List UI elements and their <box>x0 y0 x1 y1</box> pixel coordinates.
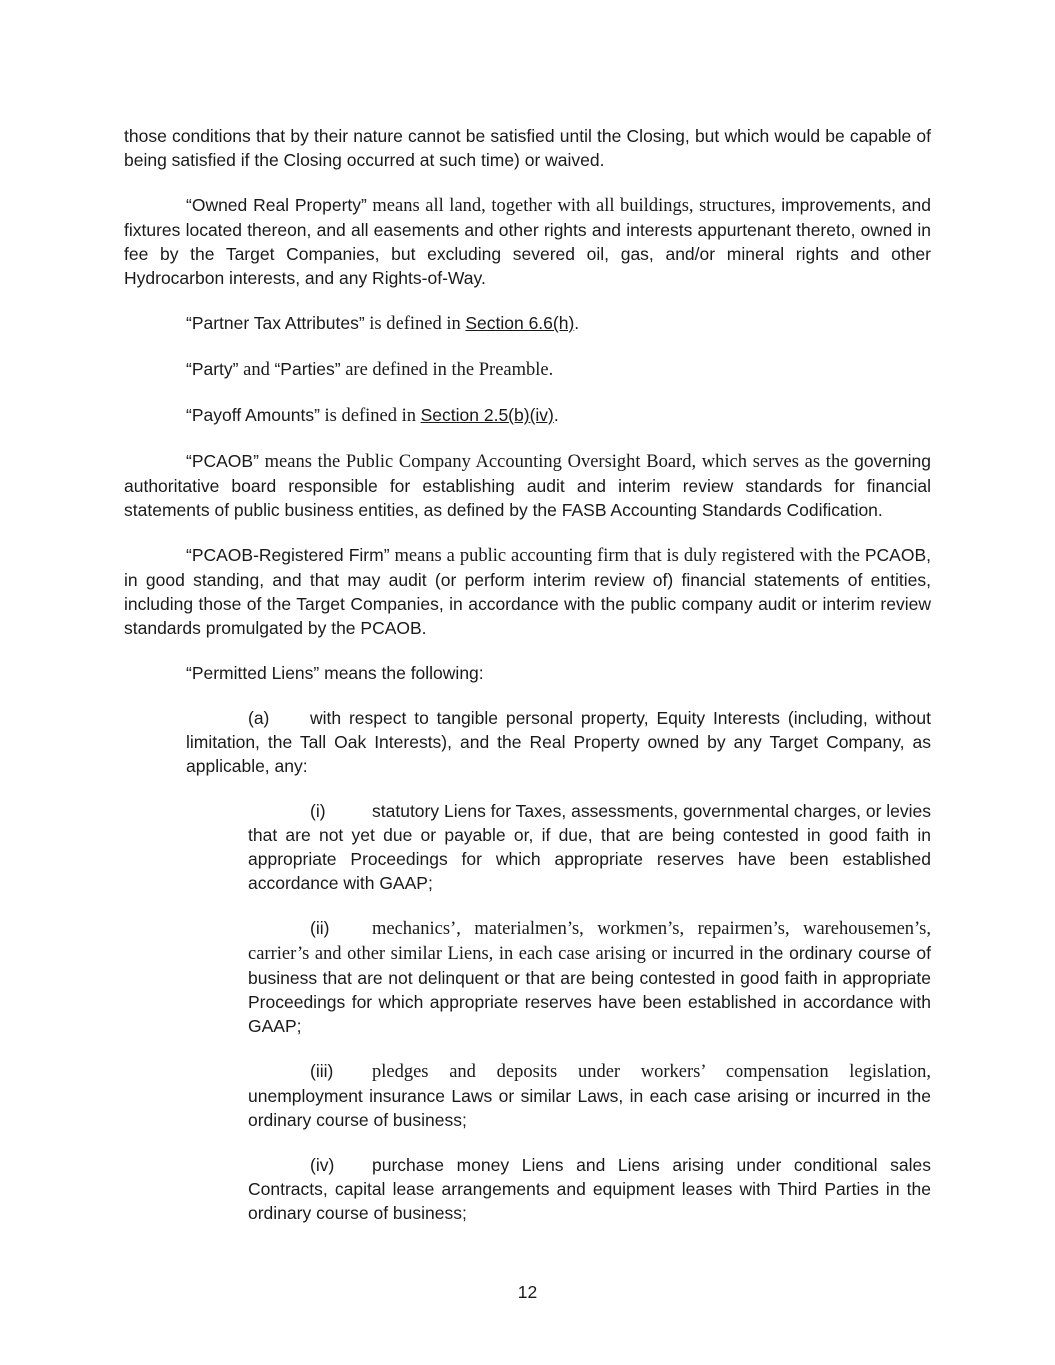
clause-label: (i) <box>310 801 326 821</box>
clause-label: (ii) <box>310 918 330 938</box>
section-reference-link[interactable]: Section 6.6(h) <box>465 313 575 333</box>
clause-ii: (ii) mechanics’, materialmen’s, workmen’s, repairmen’s, warehousemen’s, carrier’s and other similar Liens, in each case arising or incurred in the ordinary course of business that are not delinquent or that are being contested in good faith in appropriate Proceedings for which appropriate reserves have been established in accordance with GAAP; <box>248 918 931 1036</box>
definition-payoff-amounts: “Payoff Amounts” is defined in Section 2.5(b)(iv). <box>186 405 559 426</box>
clause-label: (a) <box>248 708 270 728</box>
clause-i: (i) statutory Liens for Taxes, assessments, governmental charges, or levies that are not yet due or payable or, if due, that are being contested in good faith in appropriate Proceedings for which appropriate reserves have been established accordance with GAAP; <box>248 801 931 893</box>
defined-term: “Payoff Amounts” <box>186 405 320 425</box>
definition-pcaob-registered-firm: “PCAOB-Registered Firm” means a public accounting firm that is duly registered with the PCAOB, in good standing, and that may audit (or perform interim review of) financial statements of entities, including those of the Target Companies, in accordance with the public company audit or interim review standards promulgated by the PCAOB. <box>124 545 932 638</box>
defined-term: “Owned Real Property” <box>186 195 367 215</box>
section-reference-link[interactable]: Section 2.5(b)(iv) <box>420 405 554 425</box>
defined-term: “PCAOB” <box>186 451 259 471</box>
clause-label: (iii) <box>310 1061 334 1081</box>
definition-owned-real-property: “Owned Real Property” means all land, together with all buildings, structures, improvements, and fixtures located thereon, and all easements and other rights and interests appurtenant thereto, owned in fee by the Target Companies, but excluding severed oil, gas, and/or mineral rights and other Hydrocarbon interests, and any Rights-of-Way. <box>124 195 931 288</box>
defined-term: “PCAOB-Registered Firm” <box>186 545 390 565</box>
defined-term: “Partner Tax Attributes” <box>186 313 365 333</box>
defined-term: “Permitted Liens” <box>186 663 320 683</box>
clause-iii: (iii) pledges and deposits under workers’ compensation legislation, unemployment insurance Laws or similar Laws, in each case arising or incurred in the ordinary course of business; <box>248 1061 931 1130</box>
page-number: 12 <box>517 1282 538 1302</box>
paragraph-continuation: those conditions that by their nature cannot be satisfied until the Closing, but which would be capable of being satisfied if the Closing occurred at such time) or waived. <box>124 126 931 170</box>
page-body <box>124 124 931 1246</box>
definition-partner-tax-attributes: “Partner Tax Attributes” is defined in Section 6.6(h). <box>186 313 580 334</box>
clause-iv: (iv) purchase money Liens and Liens arising under conditional sales Contracts, capital lease arrangements and equipment leases with Third Parties in the ordinary course of business; <box>248 1155 931 1223</box>
definition-party: “Party” and “Parties” are defined in the Preamble. <box>186 359 554 380</box>
clause-a: (a) with respect to tangible personal property, Equity Interests (including, without limitation, the Tall Oak Interests), and the Real Property owned by any Target Company, as applicable, any: <box>186 708 931 776</box>
defined-term: “Parties” <box>274 359 341 379</box>
definition-pcaob: “PCAOB” means the Public Company Accounting Oversight Board, which serves as the governing authoritative board responsible for establishing audit and interim review standards for financial statements of public business entities, as defined by the FASB Accounting Standards Codification. <box>124 451 931 520</box>
defined-term: “Party” <box>186 359 239 379</box>
clause-label: (iv) <box>310 1155 335 1175</box>
definition-permitted-liens: “Permitted Liens” means the following: <box>186 663 484 683</box>
